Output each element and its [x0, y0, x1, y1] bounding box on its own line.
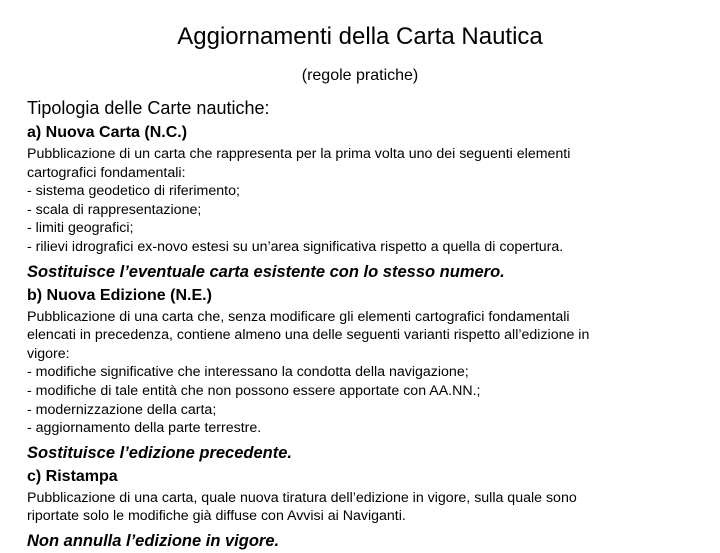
document-body — [27, 95, 697, 553]
description-line: vigore: — [27, 345, 70, 362]
section-description — [27, 145, 697, 257]
section-heading: a) Nuova Carta (N.C.) — [27, 124, 188, 141]
description-line: - rilievi idrografici ex-novo estesi su un’area significativa rispetto a quella di copertura. — [27, 238, 564, 255]
description-line: - limiti geografici; — [27, 220, 134, 237]
section-heading: c) Ristampa — [27, 467, 118, 485]
description-line: - sistema geodetico di riferimento; — [27, 183, 240, 200]
section-note: Sostituisce l’eventuale carta esistente con lo stesso numero. — [27, 262, 505, 281]
section-nuova-carta — [27, 121, 697, 284]
section-heading: b) Nuova Edizione (N.E.) — [27, 286, 212, 304]
description-line: - modernizzazione della carta; — [27, 401, 217, 418]
description-line: riportate solo le modifiche già diffuse con Avvisi ai Naviganti. — [27, 508, 406, 525]
section-note: Sostituisce l’edizione precedente. — [27, 443, 292, 462]
section-note: Non annulla l’edizione in vigore. — [27, 531, 280, 550]
section-description — [27, 308, 697, 438]
section-nuova-edizione — [27, 284, 697, 465]
description-line: - scala di rappresentazione; — [27, 201, 202, 218]
intro-text: Tipologia delle Carte nautiche: — [27, 98, 270, 118]
section-description — [27, 489, 697, 526]
description-line: Pubblicazione di una carta che, senza modificare gli elementi cartografici fondamentali — [27, 308, 570, 325]
description-line: - modifiche di tale entità che non possono essere apportate con AA.NN.; — [27, 382, 481, 399]
page-subtitle: (regole pratiche) — [301, 67, 419, 84]
page-title: Aggiornamenti della Carta Nautica — [177, 23, 543, 50]
description-line: Pubblicazione di una carta, quale nuova tiratura dell’edizione in vigore, sulla quale sono — [27, 489, 577, 506]
description-line: elencati in precedenza, contiene almeno una delle seguenti varianti rispetto all’edizione in — [27, 327, 590, 344]
description-line: - modifiche significative che interessano la condotta della navigazione; — [27, 364, 469, 381]
description-line: - aggiornamento della parte terrestre. — [27, 420, 262, 437]
description-line: Pubblicazione di un carta che rappresenta per la prima volta uno dei seguenti elementi — [27, 146, 571, 162]
description-line: cartografici fondamentali: — [27, 164, 186, 181]
